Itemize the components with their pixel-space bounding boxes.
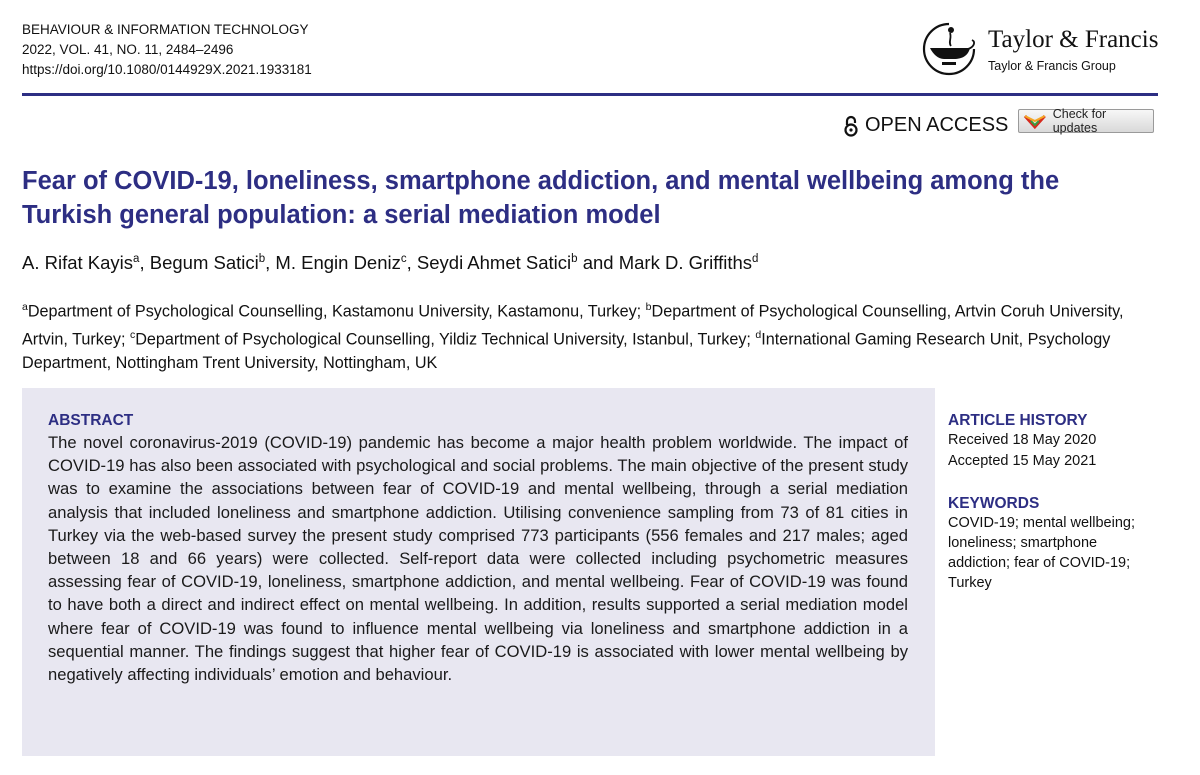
article-title: Fear of COVID-19, loneliness, smartphone addiction, and mental wellbeing among the Turkish general population: a serial mediation model [22,167,1060,229]
author-name[interactable]: M. Engin Deniz [275,252,401,273]
author-affiliation-mark: a [133,252,140,265]
journal-info [22,20,312,80]
publisher-logo[interactable] [918,18,1168,78]
doi-link[interactable]: https://doi.org/10.1080/0144929X.2021.1933181 [22,62,312,77]
accepted-date: Accepted 15 May 2021 [948,453,1097,469]
check-for-updates-button[interactable] [1018,109,1154,133]
journal-name: BEHAVIOUR & INFORMATION TECHNOLOGY [22,22,309,37]
affiliation-text: Department of Psychological Counselling, Yildiz Technical University, Istanbul, Turkey; [135,330,756,349]
abstract-body: The novel coronavirus-2019 (COVID-19) pandemic has become a major health problem worldwide. The impact of COVID-19 has also been associated with psychological and social problems. The main objective of the present study was to examine the associations between fear of COVID-19 and mental wellbeing, through a serial mediation analysis that included loneliness and smartphone addiction. Utilising convenience sampling from 73 of 81 cities in Turkey via the web-based survey the present study comprised 773 participants (556 females and 217 males; aged between 18 and 66 years) were collected. Self-report data were collected including psychometric measures assessing fear of COVID-19, loneliness, smartphone addiction, and mental wellbeing. Fear of COVID-19 was found to have both a direct and indirect effect on mental wellbeing. In addition, results supported a serial mediation model where fear of COVID-19 was found to influence mental wellbeing via loneliness and smartphone addiction in a sequential manner. The findings suggest that higher fear of COVID-19 is associated with lower mental wellbeing by negatively affecting individuals’ emotion and behaviour. [48,433,908,685]
crossmark-icon [1023,113,1047,129]
author-name[interactable]: Seydi Ahmet Satici [416,252,572,273]
affiliation-mark: c [129,328,136,341]
author-affiliation-mark: b [258,252,266,265]
author-name[interactable]: A. Rifat Kayis [22,252,134,273]
open-lock-icon [843,115,859,137]
open-access-label: OPEN ACCESS [865,114,1009,136]
affiliations [22,296,1152,375]
keywords-section [948,495,1168,593]
author-separator: , [406,252,417,273]
author-affiliation-mark: b [571,252,578,265]
header-divider [22,93,1158,96]
affiliation-mark: b [645,301,652,313]
affiliation-text: Department of Psychological Counselling, Artvin Coruh University, Artvin, Turkey; [22,302,1124,349]
check-for-updates-label: Check for updates [1052,107,1107,135]
affiliation-text: International Gaming Research Unit, Psychology Department, Nottingham Trent University, Nottingham, UK [22,330,1111,372]
author-name[interactable]: Begum Satici [149,252,259,273]
author-affiliation-mark: c [400,252,407,265]
keywords-list: COVID-19; mental wellbeing; loneliness; smartphone addiction; fear of COVID-19; Turkey [948,515,1135,591]
journal-volume: 2022, VOL. 41, NO. 11, 2484–2496 [22,42,234,57]
author-list [22,252,758,274]
received-date: Received 18 May 2020 [948,432,1097,448]
article-history [948,412,1168,472]
affiliation-mark: a [22,301,28,313]
publisher-name: Taylor & Francis [988,26,1159,53]
article-history-heading: ARTICLE HISTORY [948,412,1088,429]
abstract-heading: ABSTRACT [48,412,134,429]
lamp-logo-icon [918,18,980,76]
author-name[interactable]: Mark D. Griffiths [618,252,753,273]
affiliation-text: Department of Psychological Counselling, Kastamonu University, Kastamonu, Turkey; [27,302,646,321]
author-separator: and [577,252,619,273]
author-affiliation-mark: d [752,252,759,265]
author-separator: , [265,252,276,273]
publisher-group: Taylor & Francis Group [988,59,1116,73]
author-separator: , [139,252,150,273]
affiliation-mark: d [755,328,762,341]
keywords-heading: KEYWORDS [948,495,1040,512]
open-access-badge [843,114,1008,137]
